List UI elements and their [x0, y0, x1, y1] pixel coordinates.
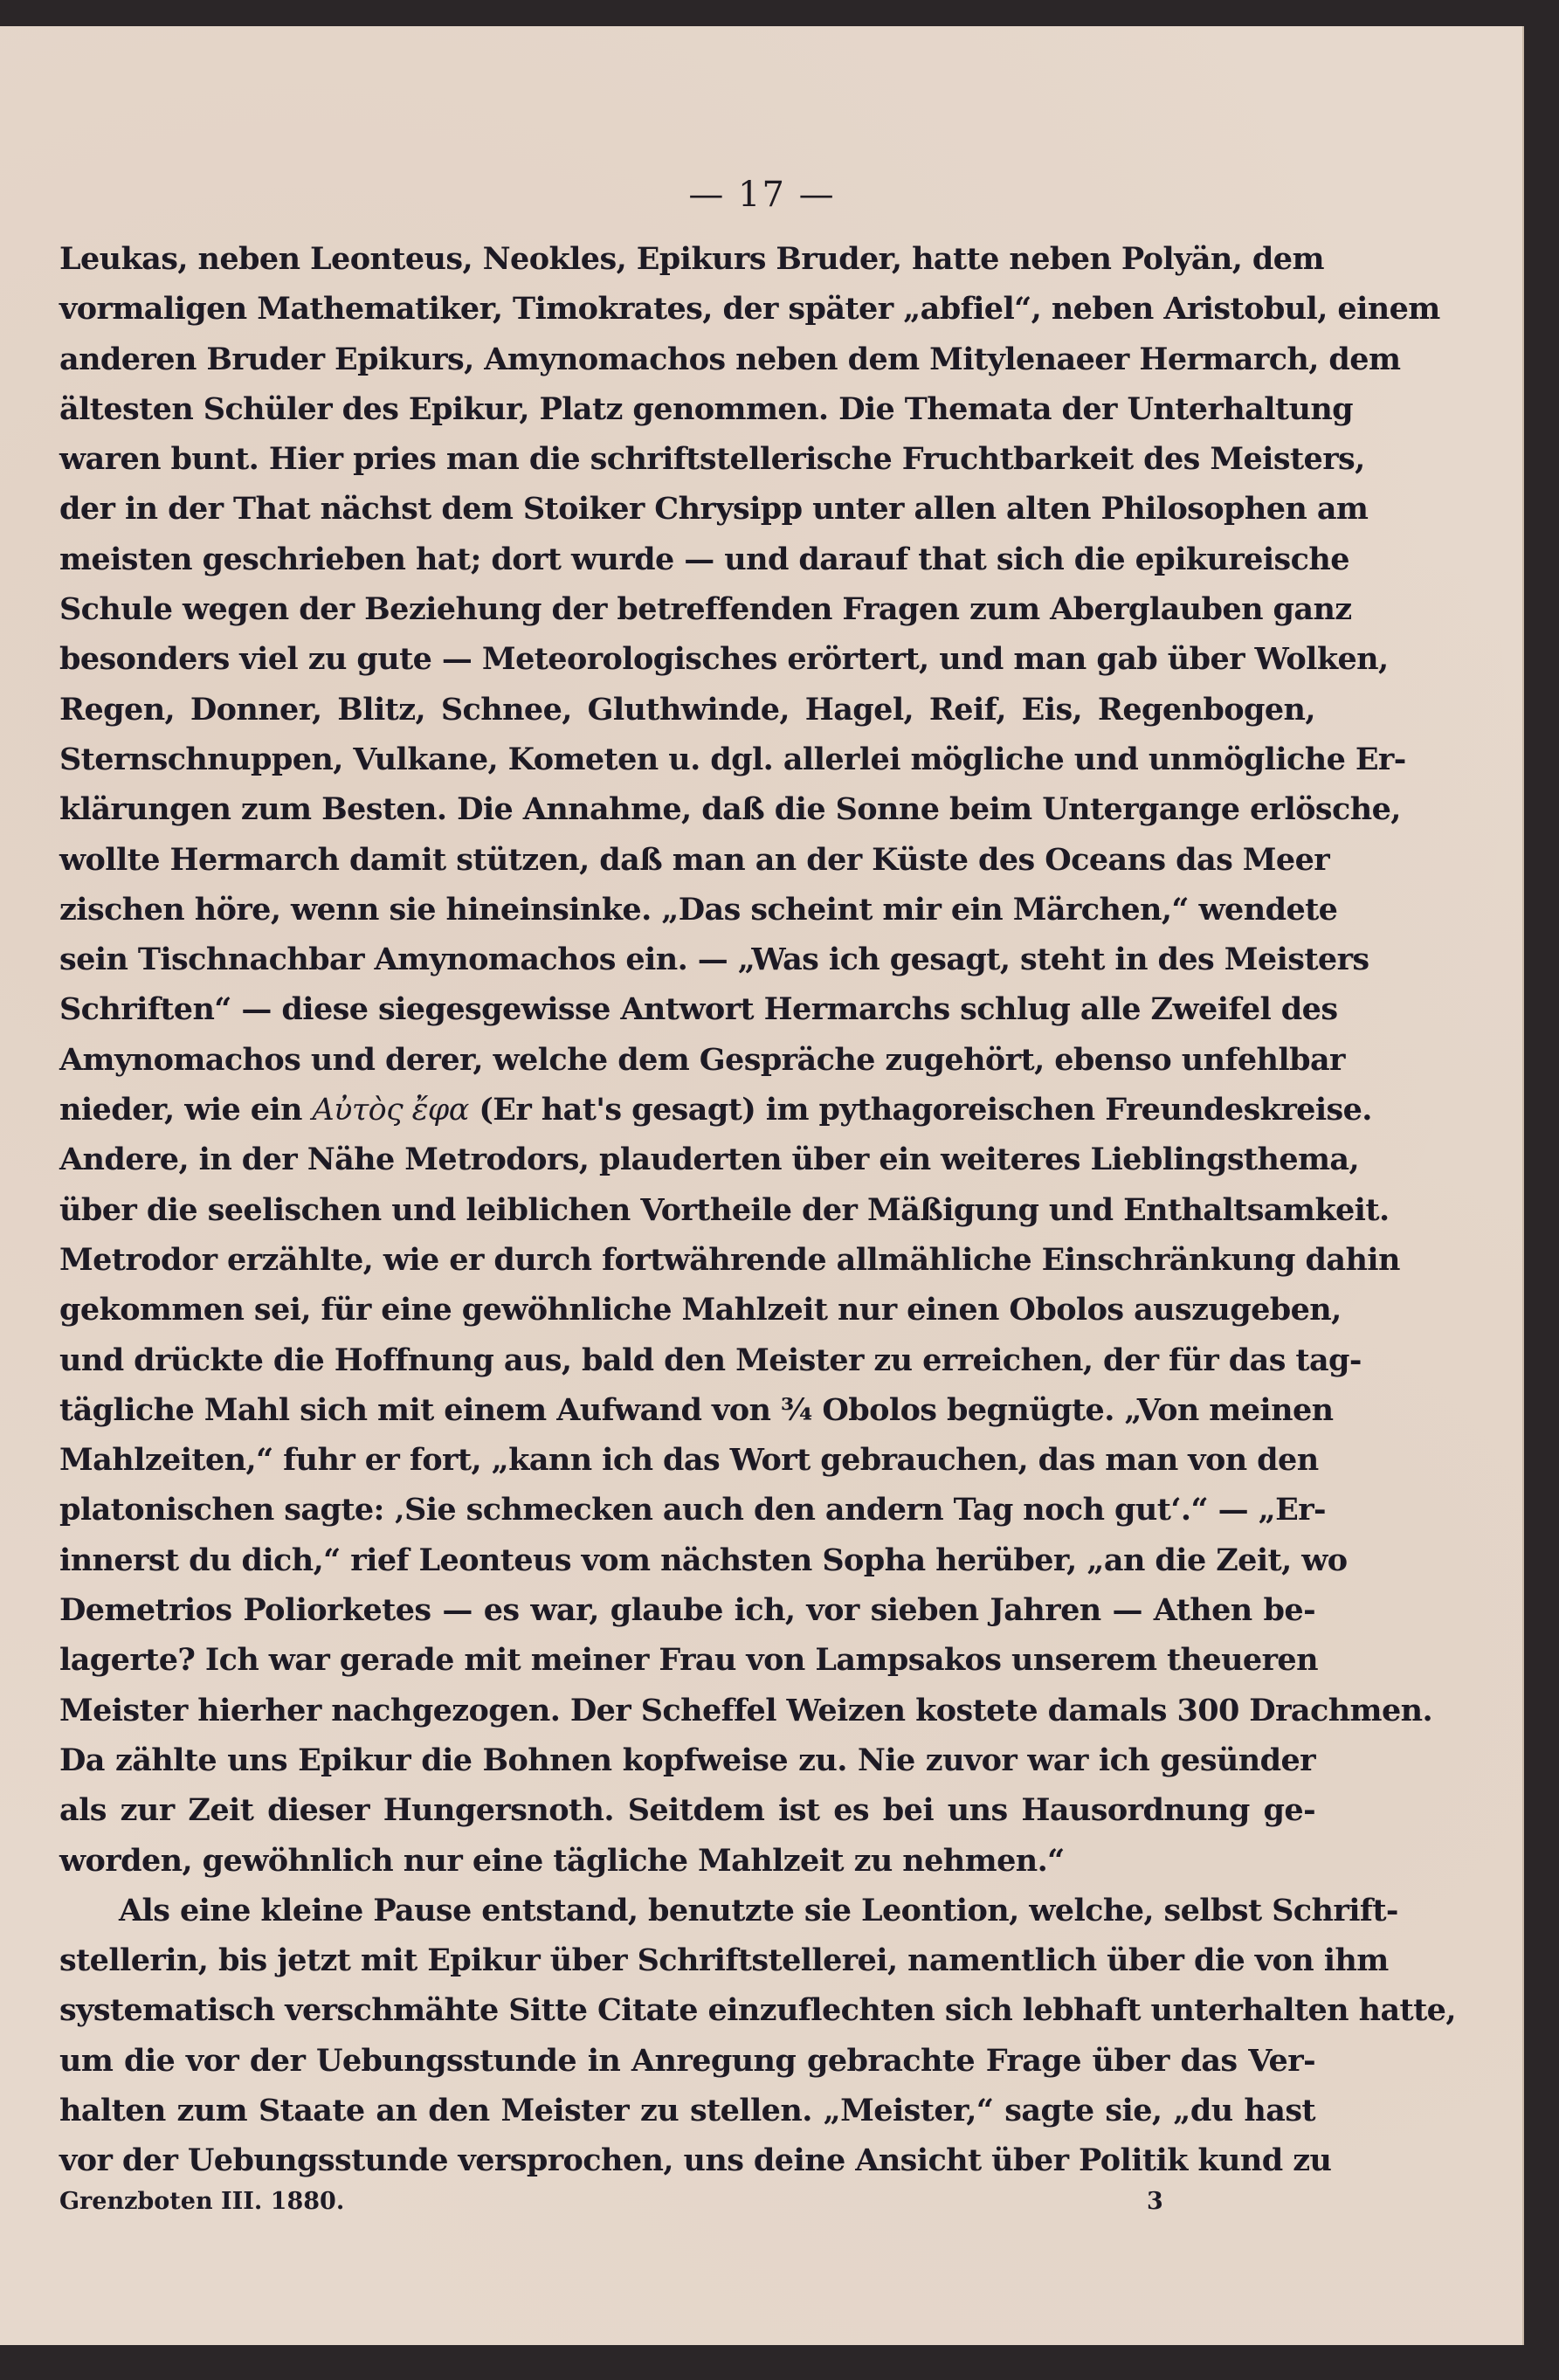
body-text	[59, 234, 1456, 2186]
sheet-signature: 3	[1147, 2188, 1163, 2215]
text-line: halten zum Staate an den Meister zu stellen. „Meister,“ sagte sie, „du hast	[59, 2092, 1315, 2128]
text-line: worden, gewöhnlich nur eine tägliche Mahlzeit zu nehmen.“	[59, 1842, 1065, 1879]
text-line: Leukas, neben Leonteus, Neokles, Epikurs Bruder, hatte neben Polyän, dem	[59, 241, 1324, 277]
text-segment: nieder, wie ein	[59, 1092, 313, 1128]
text-line: sein Tischnachbar Amynomachos ein. — „Was ich gesagt, steht in des Meisters	[59, 942, 1369, 978]
text-line: über die seelischen und leiblichen Vortheile der Mäßigung und Enthaltsamkeit.	[59, 1191, 1390, 1228]
text-line: innerst du dich,“ rief Leonteus vom nächsten Sopha herüber, „an die Zeit, wo	[59, 1542, 1348, 1578]
text-line: waren bunt. Hier pries man die schriftstellerische Fruchtbarkeit des Meisters,	[59, 441, 1365, 478]
text-line: systematisch verschmähte Sitte Citate einzuflechten sich lebhaft unterhalten hatte,	[59, 1992, 1456, 2029]
text-line: tägliche Mahl sich mit einem Aufwand von ¾ Obolos begnügte. „Von meinen	[59, 1391, 1334, 1428]
text-line: gekommen sei, für eine gewöhnliche Mahlzeit nur einen Obolos auszugeben,	[59, 1292, 1342, 1328]
text-line: und drückte die Hoffnung aus, bald den Meister zu erreichen, der für das tag-	[59, 1342, 1362, 1378]
text-line: Regen, Donner, Blitz, Schnee, Gluthwinde, Hagel, Reif, Eis, Regenbogen,	[59, 691, 1315, 728]
text-line: ältesten Schüler des Epikur, Platz genommen. Die Themata der Unterhaltung	[59, 390, 1354, 427]
text-line: als zur Zeit dieser Hungersnoth. Seitdem ist es bei uns Hausordnung ge-	[59, 1792, 1315, 1829]
text-line: Da zählte uns Epikur die Bohnen kopfweise zu. Nie zuvor war ich gesünder	[59, 1742, 1315, 1778]
text-line	[59, 1085, 1372, 1135]
text-line: anderen Bruder Epikurs, Amynomachos neben dem Mitylenaeer Hermarch, dem	[59, 341, 1401, 377]
text-line: zischen höre, wenn sie hineinsinke. „Das scheint mir ein Märchen,“ wendete	[59, 891, 1338, 928]
text-line: der in der That nächst dem Stoiker Chrysipp unter allen alten Philosophen am	[59, 491, 1369, 528]
text-line: besonders viel zu gute — Meteorologisches erörtert, und man gab über Wolken,	[59, 641, 1389, 678]
text-line: Als eine kleine Pause entstand, benutzte sie Leontion, welche, selbst Schrift-	[119, 1892, 1398, 1928]
text-line: Andere, in der Nähe Metrodors, plauderten über ein weiteres Lieblingsthema,	[59, 1142, 1360, 1178]
text-line: platonischen sagte: ‚Sie schmecken auch den andern Tag noch gut‘.“ — „Er-	[59, 1492, 1326, 1528]
text-line: vor der Uebungsstunde versprochen, uns deine Ansicht über Politik kund zu	[59, 2142, 1332, 2179]
page-number: — 17 —	[688, 175, 836, 215]
journal-citation: Grenzboten III. 1880.	[59, 2188, 345, 2215]
text-line: Amynomachos und derer, welche dem Gespräche zugehört, ebenso unfehlbar	[59, 1041, 1345, 1078]
book-page	[0, 26, 1524, 2345]
text-line: um die vor der Uebungsstunde in Anregung gebrachte Frage über das Ver-	[59, 2042, 1315, 2079]
greek-quotation: Αὐτὸς ἔφα	[312, 1093, 469, 1128]
text-line: Mahlzeiten,“ fuhr er fort, „kann ich das Wort gebrauchen, das man von den	[59, 1442, 1319, 1479]
text-segment: (Er hat's gesagt) im pythagoreischen Freundeskreise.	[468, 1092, 1372, 1128]
text-line: klärungen zum Besten. Die Annahme, daß die Sonne beim Untergange erlösche,	[59, 791, 1401, 828]
text-line: Demetrios Poliorketes — es war, glaube ich, vor sieben Jahren — Athen be-	[59, 1592, 1315, 1629]
text-line: Sternschnuppen, Vulkane, Kometen u. dgl. allerlei mögliche und unmögliche Er-	[59, 741, 1406, 777]
text-line: Meister hierher nachgezogen. Der Scheffel Weizen kostete damals 300 Drachmen.	[59, 1692, 1433, 1728]
text-line: Schriften“ — diese siegesgewisse Antwort Hermarchs schlug alle Zweifel des	[59, 991, 1338, 1028]
text-line: Schule wegen der Beziehung der betreffenden Fragen zum Aberglauben ganz	[59, 591, 1352, 628]
text-line: stellerin, bis jetzt mit Epikur über Schriftstellerei, namentlich über die von ihm	[59, 1942, 1389, 1979]
text-line: wollte Hermarch damit stützen, daß man an der Küste des Oceans das Meer	[59, 841, 1330, 878]
text-line: meisten geschrieben hat; dort wurde — und darauf that sich die epikureische	[59, 541, 1349, 577]
text-line: vormaligen Mathematiker, Timokrates, der später „abfiel“, neben Aristobul, einem	[59, 291, 1440, 328]
text-line: Metrodor erzählte, wie er durch fortwährende allmähliche Einschränkung dahin	[59, 1241, 1400, 1278]
text-line: lagerte? Ich war gerade mit meiner Frau von Lampsakos unserem theueren	[59, 1642, 1318, 1679]
